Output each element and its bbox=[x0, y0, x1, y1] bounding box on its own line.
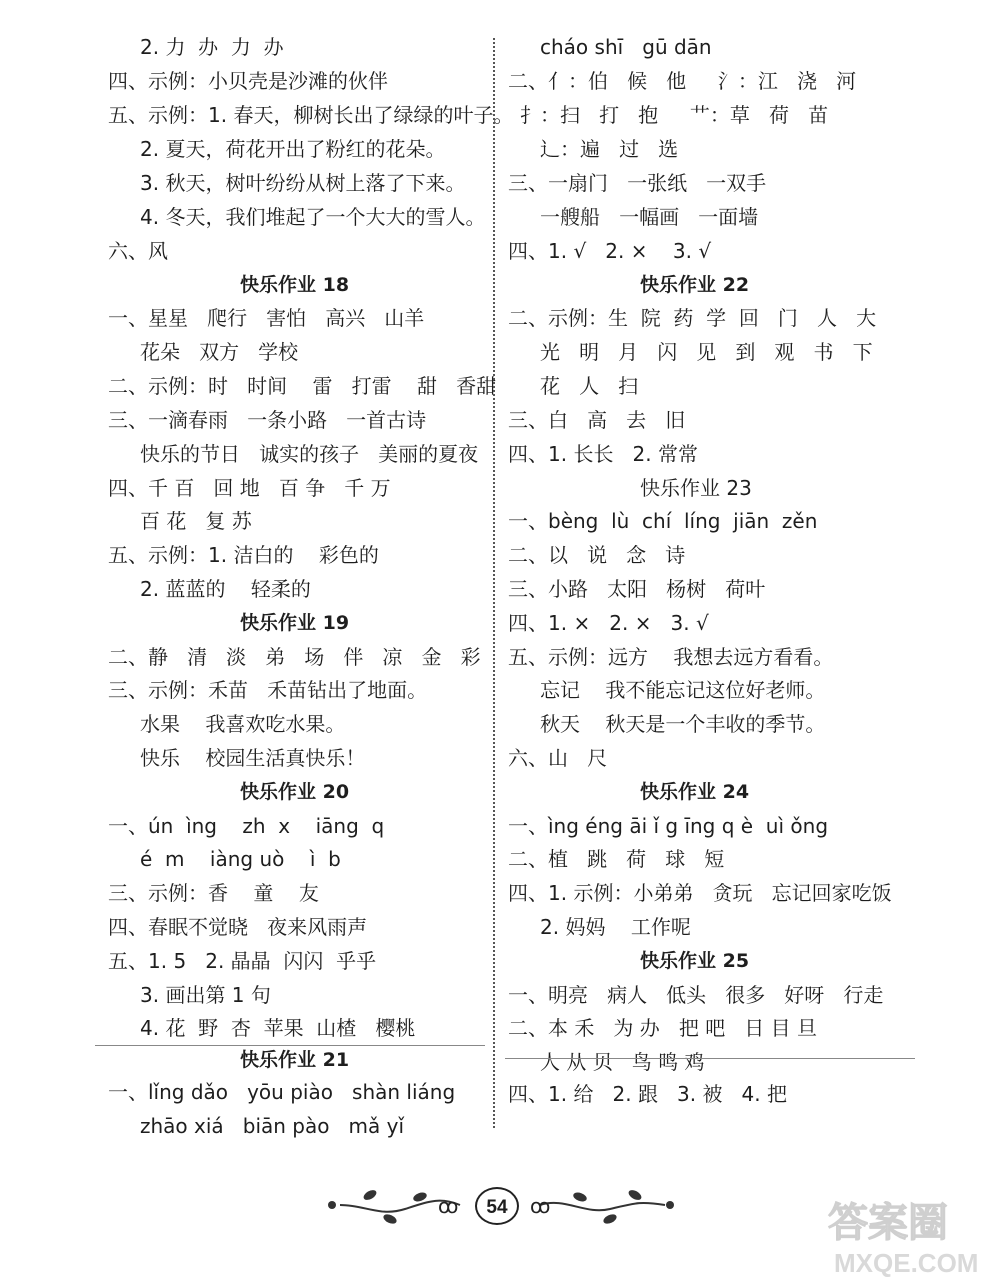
watermark-text: 答案圈 bbox=[828, 1200, 948, 1246]
right-answer-line: 二、示例：生 院 药 学 回 门 人 大 bbox=[508, 306, 877, 330]
right-answer-line: 一、明亮 病人 低头 很多 好呀 行走 bbox=[508, 983, 884, 1007]
right-answer-line: 秋天 秋天是一个丰收的季节。 bbox=[540, 712, 826, 736]
right-answer-line: 扌：扫 打 抱 艹：草 荷 苗 bbox=[520, 103, 829, 127]
right-answer-line: 二、以 说 念 诗 bbox=[508, 543, 686, 567]
right-answer-line: 一、bèng lù chí líng jiān zěn bbox=[508, 509, 818, 533]
left-answer-line: 四、示例：小贝壳是沙滩的伙伴 bbox=[108, 69, 388, 93]
left-answer-line: 六、风 bbox=[108, 239, 168, 263]
left-answer-line: 三、示例：禾苗 禾苗钻出了地面。 bbox=[108, 678, 428, 702]
left-answer-line: 2. 夏天，荷花开出了粉红的花朵。 bbox=[140, 137, 446, 161]
right-answer-line: 四、1. √ 2. × 3. √ bbox=[508, 239, 712, 263]
left-answer-line: zhāo xiá biān pào mǎ yǐ bbox=[140, 1114, 405, 1138]
right-answer-line: 光 明 月 闪 见 到 观 书 下 bbox=[540, 340, 873, 364]
right-answer-line: 二、植 跳 荷 球 短 bbox=[508, 847, 725, 871]
right-answer-line: 五、示例：远方 我想去远方看看。 bbox=[508, 645, 834, 669]
right-answer-line: 一、ìng éng āi ǐ g īng q è uì ǒng bbox=[508, 814, 829, 838]
left-answer-line: 快乐 校园生活真快乐！ bbox=[140, 746, 366, 770]
left-answer-line: 五、1. 5 2. 晶晶 闪闪 乎乎 bbox=[108, 949, 377, 973]
left-answer-line: 一、ún ìng zh x iāng q bbox=[108, 814, 385, 838]
left-section-title: 快乐作业 19 bbox=[240, 612, 350, 634]
left-answer-line: 四、千 百 回 地 百 争 千 万 bbox=[108, 476, 391, 500]
left-answer-line: 一、星星 爬行 害怕 高兴 山羊 bbox=[108, 306, 425, 330]
left-answer-line: 3. 秋天，树叶纷纷从树上落了下来。 bbox=[140, 171, 466, 195]
left-section-title: 快乐作业 18 bbox=[240, 274, 350, 296]
left-section-title: 快乐作业 20 bbox=[240, 781, 350, 803]
right-answer-line: 快乐作业 23 bbox=[640, 476, 752, 500]
right-answer-line: cháo shī gū dān bbox=[540, 35, 712, 59]
fold-line-left bbox=[95, 1045, 485, 1046]
right-answer-line: 四、1. 示例：小弟弟 贪玩 忘记回家吃饭 bbox=[508, 881, 892, 905]
left-answer-line: 一、lǐng dǎo yōu piào shàn liáng bbox=[108, 1080, 456, 1104]
column-divider bbox=[493, 38, 495, 1128]
right-section-title: 快乐作业 22 bbox=[640, 274, 750, 296]
right-section-title: 快乐作业 24 bbox=[640, 781, 750, 803]
right-section-title: 快乐作业 25 bbox=[640, 950, 750, 972]
right-answer-line: 一艘船 一幅画 一面墙 bbox=[540, 205, 759, 229]
left-answer-line: 花朵 双方 学校 bbox=[140, 340, 299, 364]
right-answer-line: 忘记 我不能忘记这位好老师。 bbox=[540, 678, 826, 702]
right-answer-line: 2. 妈妈 工作呢 bbox=[540, 915, 691, 939]
page-footer bbox=[320, 1175, 680, 1235]
left-answer-line: 2. 蓝蓝的 轻柔的 bbox=[140, 577, 311, 601]
watermark-url: MXQE.COM bbox=[834, 1248, 979, 1278]
watermark-logo bbox=[820, 1188, 1000, 1281]
left-answer-line: 4. 花 野 杏 苹果 山楂 樱桃 bbox=[140, 1016, 416, 1040]
left-answer-line: 4. 冬天，我们堆起了一个大大的雪人。 bbox=[140, 205, 486, 229]
right-answer-line: 辶：遍 过 选 bbox=[540, 137, 679, 161]
svg-text:ꝏ: ꝏ bbox=[530, 1194, 551, 1218]
left-answer-line: 二、静 清 淡 弟 场 伴 凉 金 彩 bbox=[108, 645, 481, 669]
fold-line-right bbox=[505, 1058, 915, 1059]
left-answer-line: 五、示例：1. 洁白的 彩色的 bbox=[108, 543, 379, 567]
left-answer-line: é m iàng uò ì b bbox=[140, 847, 341, 871]
right-answer-line: 二、亻：伯 候 他 氵：江 浇 河 bbox=[508, 69, 857, 93]
right-answer-line: 六、山 尺 bbox=[508, 746, 608, 770]
left-answer-line: 五、示例：1. 春天，柳树长出了绿绿的叶子。 bbox=[108, 103, 514, 127]
right-answer-line: 三、一扇门 一张纸 一双手 bbox=[508, 171, 767, 195]
right-answer-line: 三、白 高 去 旧 bbox=[508, 408, 686, 432]
left-answer-line: 水果 我喜欢吃水果。 bbox=[140, 712, 346, 736]
right-answer-line: 四、1. 给 2. 跟 3. 被 4. 把 bbox=[508, 1082, 787, 1106]
left-answer-line: 三、示例：香 童 友 bbox=[108, 881, 319, 905]
page-number: 54 bbox=[475, 1187, 519, 1225]
left-answer-line: 3. 画出第 1 句 bbox=[140, 983, 271, 1007]
left-answer-line: 二、示例：时 时间 雷 打雷 甜 香甜 bbox=[108, 374, 497, 398]
right-answer-line: 四、1. × 2. × 3. √ bbox=[508, 611, 709, 635]
right-answer-line: 三、小路 太阳 杨树 荷叶 bbox=[508, 577, 766, 601]
left-section-title: 快乐作业 21 bbox=[240, 1049, 350, 1071]
right-answer-line: 花 人 扫 bbox=[540, 374, 639, 398]
svg-text:ꝏ: ꝏ bbox=[438, 1194, 459, 1218]
left-answer-line: 三、一滴春雨 一条小路 一首古诗 bbox=[108, 408, 427, 432]
right-answer-line: 四、1. 长长 2. 常常 bbox=[508, 442, 698, 466]
left-answer-line: 快乐的节日 诚实的孩子 美丽的夏夜 bbox=[140, 442, 479, 466]
right-answer-line: 二、本 禾 为 办 把 吧 日 目 旦 bbox=[508, 1016, 818, 1040]
right-answer-line: 人 从 贝 鸟 鸣 鸡 bbox=[540, 1050, 705, 1074]
left-answer-line: 四、春眠不觉晓 夜来风雨声 bbox=[108, 915, 368, 939]
left-answer-line: 2. 力 办 力 办 bbox=[140, 35, 284, 59]
left-answer-line: 百 花 复 苏 bbox=[140, 509, 252, 533]
